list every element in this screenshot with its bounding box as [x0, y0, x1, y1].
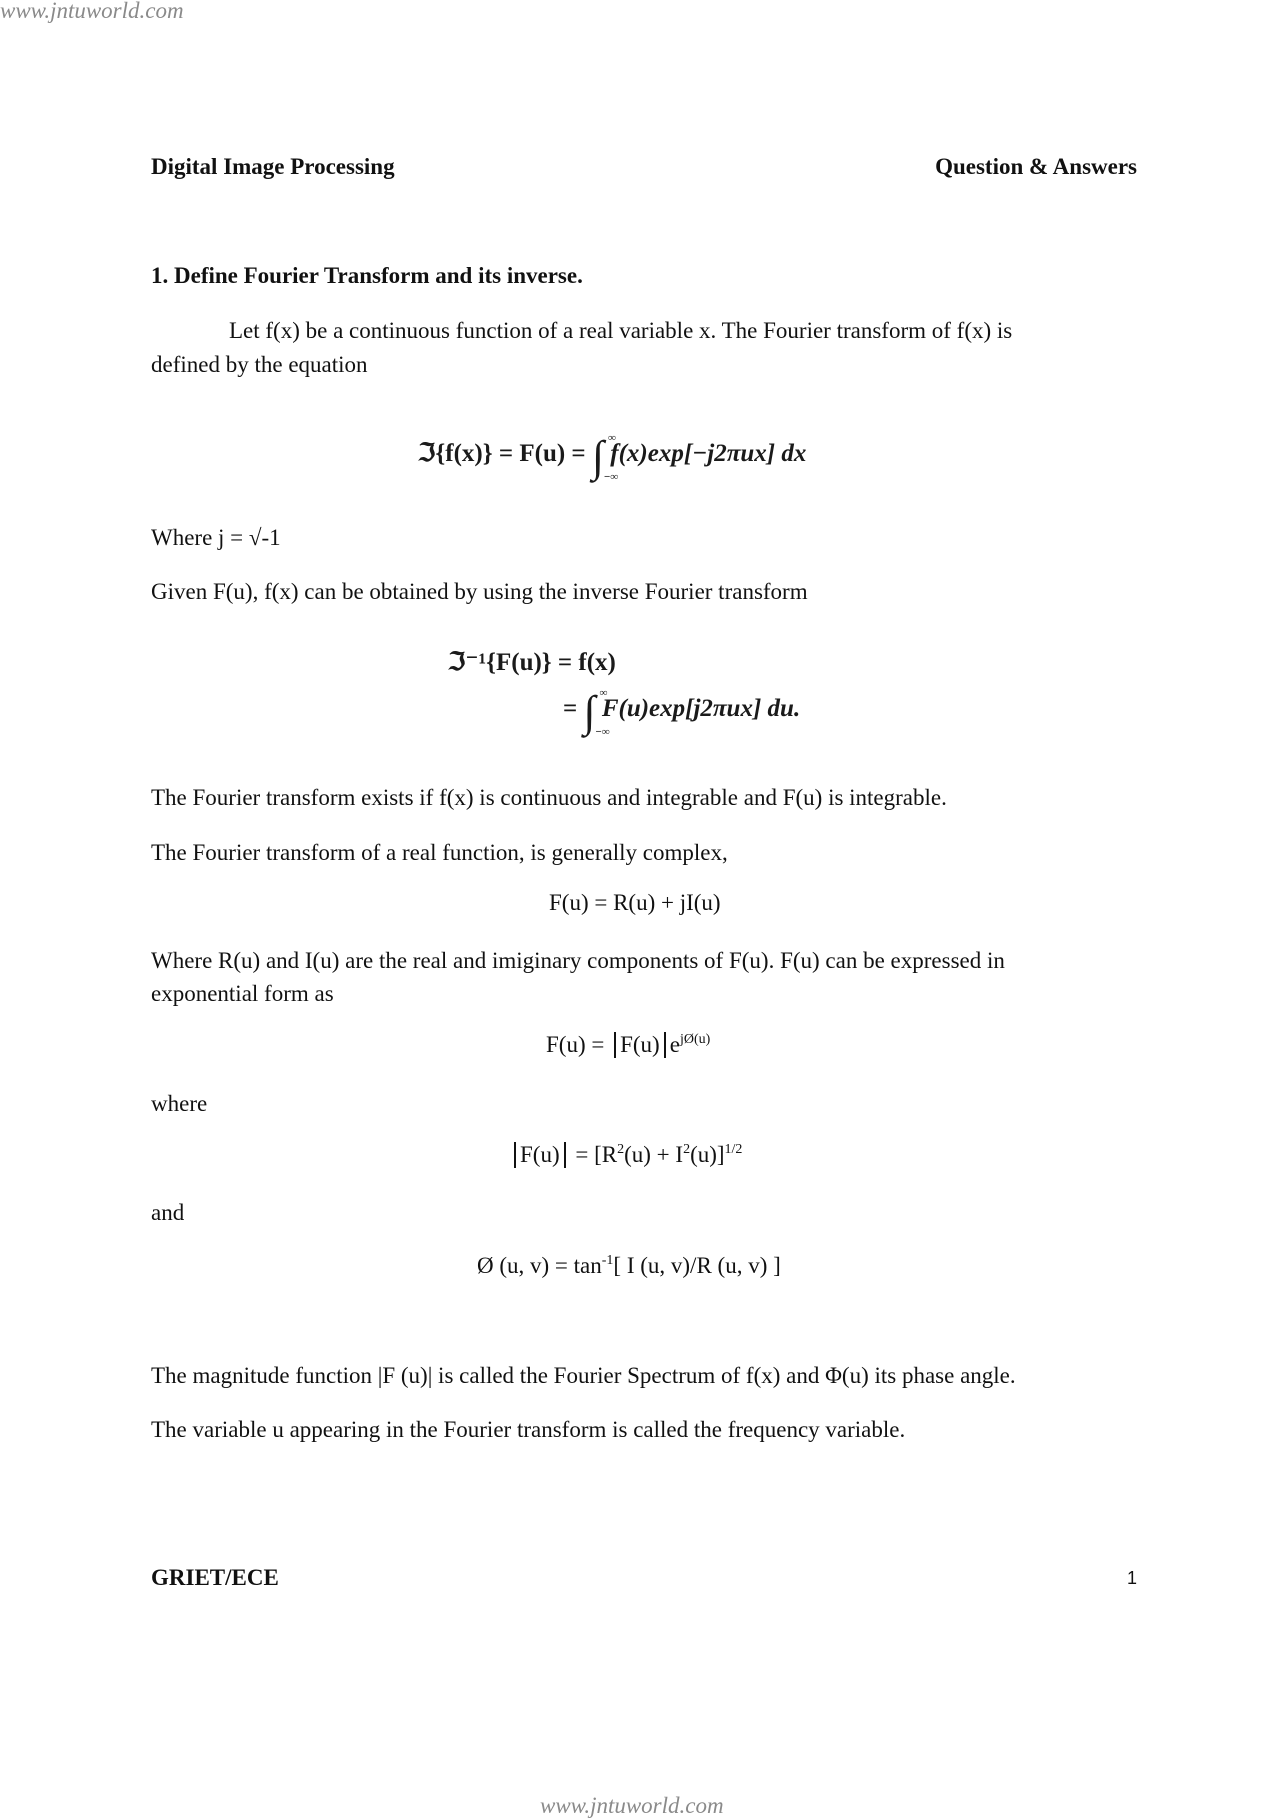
complex-statement-text: The Fourier transform of a real function, is generally complex,	[151, 840, 728, 865]
eq-mag-close: (u)]	[690, 1142, 725, 1167]
abs-bar-left	[514, 1142, 516, 1168]
eq-exp-lhs: F(u) =	[546, 1032, 605, 1057]
components-line-1: Where R(u) and I(u) are the real and imiginary components of F(u). F(u) can be expressed in	[151, 948, 1005, 973]
equation-magnitude	[510, 1142, 742, 1168]
equation-complex-form: F(u) = R(u) + jI(u)	[549, 890, 721, 915]
eq-phase-post: [ I (u, v)/R (u, v) ]	[613, 1253, 781, 1278]
page-number: 1	[1126, 1568, 1137, 1588]
header-doc-type: Question & Answers	[935, 154, 1137, 179]
integral-symbol: ∫ ∞ −∞	[591, 432, 619, 483]
watermark-bottom: www.jntuworld.com	[540, 1793, 724, 1818]
watermark-top: www.jntuworld.com	[0, 0, 184, 23]
frequency-text: The variable u appearing in the Fourier transform is called the frequency variable.	[151, 1417, 906, 1442]
eq-mag-mid: (u) + I	[624, 1142, 684, 1167]
eq-exp-magnitude: F(u)	[620, 1032, 660, 1057]
equals-sign: =	[563, 695, 578, 722]
eq-mag-square-1: 2	[617, 1142, 625, 1157]
equation-exponential-form	[546, 1032, 710, 1058]
abs-bar-right	[564, 1142, 566, 1168]
eq-mag-square-2: 2	[683, 1142, 691, 1157]
integral-upper-limit: ∞	[607, 432, 616, 444]
spectrum-text: The magnitude function |F (u)| is called the Fourier Spectrum of f(x) and Φ(u) its phase angle.	[151, 1363, 1016, 1388]
footer-institution: GRIET/ECE	[151, 1565, 279, 1590]
integral-symbol: ∫ ∞ −∞	[583, 687, 610, 738]
equation-forward-lhs: ℑ{f(x)} = F(u) =	[418, 440, 586, 467]
eq-phase-pre: Ø (u, v) = tan	[477, 1253, 602, 1278]
eq-mag-abs: F(u)	[520, 1142, 560, 1167]
integral-lower-limit: −∞	[603, 471, 619, 483]
given-text: Given F(u), f(x) can be obtained by using the inverse Fourier transform	[151, 579, 808, 604]
equation-inverse-line-1: ℑ⁻¹{F(u)} = f(x)	[448, 649, 616, 676]
eq-mag-open: = [R	[575, 1142, 618, 1167]
equation-phase	[477, 1253, 781, 1279]
eq-exp-base: e	[669, 1032, 680, 1057]
eq-phase-inverse: -1	[601, 1253, 614, 1268]
abs-bar-left	[614, 1032, 616, 1058]
where-j-text: Where j = √-1	[151, 525, 281, 550]
header-course-title: Digital Image Processing	[151, 154, 395, 179]
integral-upper-limit: ∞	[599, 687, 608, 699]
intro-line-2: defined by the equation	[151, 352, 368, 377]
eq-mag-power: 1/2	[724, 1142, 743, 1157]
and-label: and	[151, 1200, 185, 1225]
eq-exp-exponent: jØ(u)	[679, 1032, 711, 1047]
question-title: 1. Define Fourier Transform and its inverse.	[151, 263, 583, 288]
where-label: where	[151, 1091, 208, 1116]
abs-bar-right	[664, 1032, 666, 1058]
integral-lower-limit: −∞	[595, 726, 610, 738]
equation-inverse-line-2	[563, 687, 801, 738]
equation-forward-rhs: f(x)exp[−j2πux] dx	[610, 440, 807, 467]
equation-forward-transform	[418, 432, 807, 483]
existence-condition-text: The Fourier transform exists if f(x) is continuous and integrable and F(u) is integrable.	[151, 785, 947, 810]
intro-line-1: Let f(x) be a continuous function of a real variable x. The Fourier transform of f(x) is	[229, 318, 1013, 343]
equation-inverse-rhs: F(u)exp[j2πux] du.	[601, 695, 801, 722]
components-line-2: exponential form as	[151, 981, 334, 1006]
